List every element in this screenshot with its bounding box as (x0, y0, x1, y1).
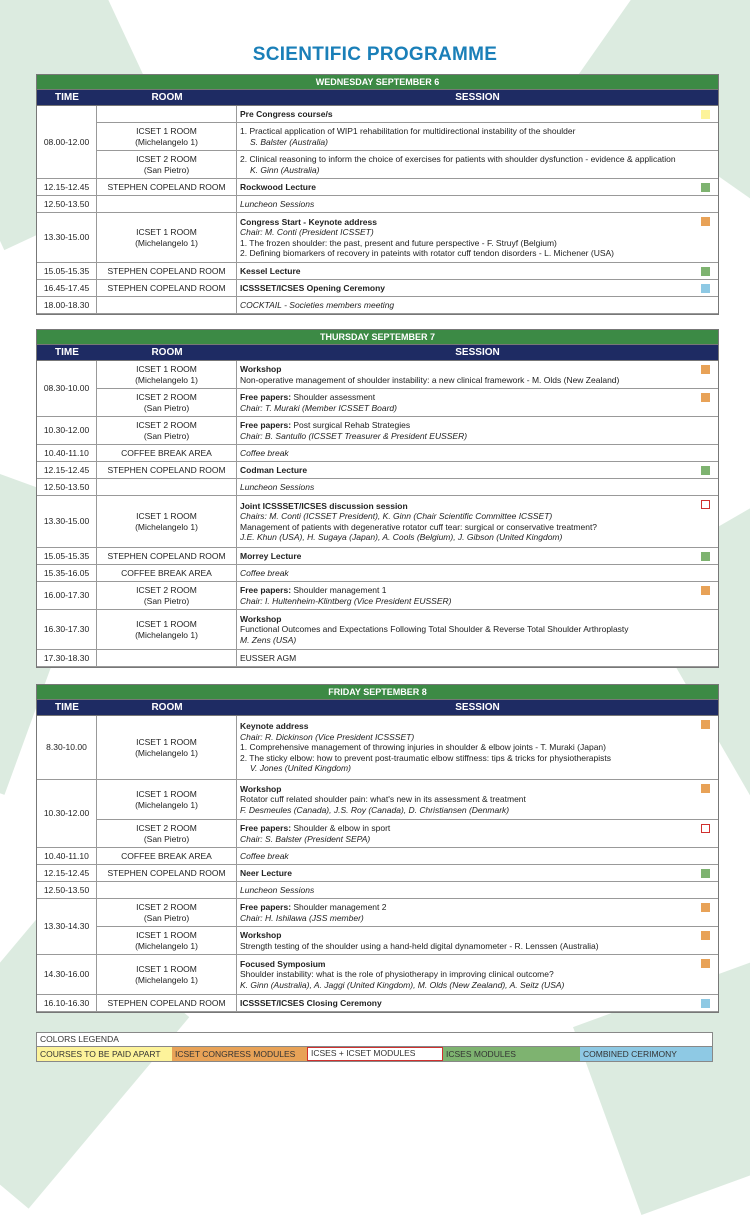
column-header-time: TIME (55, 92, 79, 103)
day-header: WEDNESDAY SEPTEMBER 6 (37, 75, 718, 90)
session-chair-or-speaker: Luncheon Sessions (240, 198, 315, 209)
session-cell (237, 927, 718, 955)
session-title: Congress Start - Keynote address (240, 216, 377, 227)
time-cell: 08.00-12.00 (37, 106, 97, 179)
session-cell (237, 106, 718, 123)
room-name: (San Pietro) (143, 833, 190, 844)
module-color-marker (701, 824, 710, 833)
session-cell (237, 780, 718, 820)
room-cell (97, 297, 237, 314)
session-title: Workshop (240, 930, 282, 940)
time-cell: 10.30-12.00 (37, 417, 97, 445)
column-header-session: SESSION (455, 347, 500, 358)
session-line: 2. The sticky elbow: how to prevent post-traumatic elbow stiffness: tips & tricks for physiotherapists (240, 752, 612, 763)
session-cell (237, 123, 718, 151)
session-cell (237, 865, 718, 882)
room-cell (97, 995, 237, 1012)
day-table (36, 684, 719, 1013)
column-header-session: SESSION (455, 92, 500, 103)
session-cell (237, 213, 718, 263)
column-header-row (37, 700, 718, 716)
column-header-session: SESSION (455, 702, 500, 713)
time-cell: 12.50-13.50 (37, 479, 97, 496)
time-cell: 15.05-15.35 (37, 263, 97, 280)
room-cell (97, 496, 237, 548)
legend-item: ICSET CONGRESS MODULES (172, 1047, 307, 1061)
session-title: Pre Congress course/s (240, 108, 333, 119)
room-cell (97, 417, 237, 445)
room-name: STEPHEN COPELAND ROOM (107, 464, 226, 475)
room-cell (97, 820, 237, 848)
session-line: Free papers: Shoulder & elbow in sport (240, 823, 391, 833)
session-line: Management of patients with degenerative rotator cuff tear: surgical or conservative treatment? (240, 521, 598, 532)
room-cell (97, 445, 237, 462)
room-name: (Michelangelo 1) (135, 237, 198, 248)
time-cell: 18.00-18.30 (37, 297, 97, 314)
session-cell (237, 899, 718, 927)
session-chair-or-speaker: Chair: I. Hultenheim-Klintberg (Vice President EUSSER) (240, 595, 452, 606)
legend-title: COLORS LEGENDA (37, 1033, 712, 1047)
room-name: ICSET 1 ROOM (136, 930, 197, 940)
room-cell (97, 361, 237, 389)
module-color-marker (701, 869, 710, 878)
session-line: Non-operative management of shoulder instability: a new clinical framework - M. Olds (New Zealand) (240, 374, 620, 385)
room-name: (San Pietro) (143, 164, 190, 175)
session-line: Free papers: Shoulder management 1 (240, 585, 387, 595)
session-cell (237, 955, 718, 995)
room-name: ICSET 1 ROOM (136, 619, 197, 629)
session-chair-or-speaker: K. Ginn (Australia) (250, 164, 320, 175)
column-header-row (37, 90, 718, 106)
room-name: STEPHEN COPELAND ROOM (107, 997, 226, 1008)
module-color-marker (701, 931, 710, 940)
module-color-marker (701, 110, 710, 119)
time-cell: 16.30-17.30 (37, 610, 97, 650)
room-name: ICSET 2 ROOM (136, 585, 197, 595)
room-cell (97, 955, 237, 995)
room-cell (97, 389, 237, 417)
room-cell (97, 780, 237, 820)
session-chair-or-speaker: Chair: S. Balster (President SEPA) (240, 833, 371, 844)
room-name: ICSET 2 ROOM (136, 154, 197, 164)
time-cell: 13.30-15.00 (37, 213, 97, 263)
column-header-row (37, 345, 718, 361)
session-chair-or-speaker: Chair: B. Santullo (ICSSET Treasurer & President EUSSER) (240, 430, 468, 441)
room-cell (97, 565, 237, 582)
time-cell: 14.30-16.00 (37, 955, 97, 995)
room-name: (Michelangelo 1) (135, 974, 198, 985)
room-name: STEPHEN COPELAND ROOM (107, 282, 226, 293)
day-header: THURSDAY SEPTEMBER 7 (37, 330, 718, 345)
session-title: Focused Symposium (240, 958, 326, 969)
session-line: 2. Clinical reasoning to inform the choice of exercises for patients with shoulder dysfunction - evidence & application (240, 154, 676, 164)
session-line: EUSSER AGM (240, 652, 297, 663)
day-table (36, 74, 719, 315)
session-chair-or-speaker: Luncheon Sessions (240, 884, 315, 895)
schedule-grid (37, 716, 718, 1012)
time-cell: 08.30-10.00 (37, 361, 97, 417)
session-title: Workshop (240, 613, 282, 624)
room-cell (97, 610, 237, 650)
column-header-time: TIME (55, 347, 79, 358)
session-cell (237, 582, 718, 610)
module-color-marker (701, 466, 710, 475)
column-header-room: ROOM (151, 702, 183, 713)
room-name: ICSET 2 ROOM (136, 420, 197, 430)
session-cell (237, 610, 718, 650)
module-color-marker (701, 500, 710, 509)
time-cell: 15.05-15.35 (37, 548, 97, 565)
schedule-grid (37, 106, 718, 314)
session-title: ICSSSET/ICSES Closing Ceremony (240, 997, 382, 1008)
room-cell (97, 848, 237, 865)
session-line: 2. Defining biomarkers of recovery in pateints with rotator cuff tendon disorders - L. Michener (USA) (240, 248, 615, 258)
session-chair-or-speaker: COCKTAIL - Societies members meeting (240, 299, 395, 310)
time-cell: 8.30-10.00 (37, 716, 97, 780)
room-cell (97, 213, 237, 263)
module-color-marker (701, 267, 710, 276)
room-cell (97, 716, 237, 780)
session-title: Codman Lecture (240, 464, 308, 475)
session-cell (237, 196, 718, 213)
time-cell: 17.30-18.30 (37, 650, 97, 667)
session-cell (237, 179, 718, 196)
session-cell (237, 496, 718, 548)
room-name: ICSET 1 ROOM (136, 737, 197, 747)
room-name: (Michelangelo 1) (135, 629, 198, 640)
room-name: ICSET 1 ROOM (136, 789, 197, 799)
room-name: STEPHEN COPELAND ROOM (107, 181, 226, 192)
session-chair-or-speaker: V. Jones (United Kingdom) (250, 763, 351, 774)
session-line: 1. Practical application of WIP1 rehabilitation for multidirectional instability of the shoulder (240, 126, 576, 136)
session-title: Morrey Lecture (240, 550, 302, 561)
schedule-grid (37, 361, 718, 667)
room-name: COFFEE BREAK AREA (121, 850, 212, 861)
room-cell (97, 899, 237, 927)
legend-item: ICSES MODULES (443, 1047, 580, 1061)
room-cell (97, 462, 237, 479)
time-cell: 12.50-13.50 (37, 882, 97, 899)
room-name: COFFEE BREAK AREA (121, 447, 212, 458)
session-line: Shoulder instability: what is the role of physiotherapy in improving clinical outcome? (240, 969, 554, 980)
session-chair-or-speaker: Chairs: M. Conti (ICSSET President), K. Ginn (Chair Scientific Committee ICSSET) (240, 511, 553, 521)
time-cell: 16.10-16.30 (37, 995, 97, 1012)
room-cell (97, 582, 237, 610)
time-cell: 16.45-17.45 (37, 280, 97, 297)
session-cell (237, 479, 718, 496)
room-cell (97, 280, 237, 297)
room-cell (97, 151, 237, 179)
module-color-marker (701, 784, 710, 793)
session-cell (237, 820, 718, 848)
room-name: (Michelangelo 1) (135, 374, 198, 385)
session-title: Workshop (240, 783, 282, 794)
session-title: Keynote address (240, 721, 309, 732)
room-name: ICSET 2 ROOM (136, 823, 197, 833)
module-color-marker (701, 959, 710, 968)
time-cell: 13.30-14.30 (37, 899, 97, 955)
module-color-marker (701, 586, 710, 595)
room-name: (Michelangelo 1) (135, 747, 198, 758)
page-title: SCIENTIFIC PROGRAMME (252, 44, 498, 65)
legend-item: ICSES + ICSET MODULES (307, 1047, 443, 1061)
session-chair-or-speaker: Coffee break (240, 447, 289, 458)
legend-item: COURSES TO BE PAID APART (37, 1047, 172, 1061)
session-chair-or-speaker: J.E. Khun (USA), H. Sugaya (Japan), A. Cools (Belgium), J. Gibson (United Kingdom) (240, 532, 563, 542)
room-name: ICSET 2 ROOM (136, 902, 197, 912)
module-color-marker (701, 365, 710, 374)
room-name: STEPHEN COPELAND ROOM (107, 550, 226, 561)
session-line: Strength testing of the shoulder using a hand-held digital dynamometer - R. Lenssen (Australia) (240, 940, 599, 951)
room-cell (97, 106, 237, 123)
room-name: ICSET 1 ROOM (136, 511, 197, 521)
session-line: Rotator cuff related shoulder pain: what's new in its assessment & treatment (240, 794, 526, 805)
room-name: (Michelangelo 1) (135, 799, 198, 810)
session-cell (237, 548, 718, 565)
session-chair-or-speaker: Coffee break (240, 567, 289, 578)
room-name: STEPHEN COPELAND ROOM (107, 867, 226, 878)
room-cell (97, 865, 237, 882)
room-name: (San Pietro) (143, 595, 190, 606)
time-cell: 12.15-12.45 (37, 865, 97, 882)
room-name: ICSET 1 ROOM (136, 227, 197, 237)
room-name: (Michelangelo 1) (135, 940, 198, 951)
session-cell (237, 263, 718, 280)
session-title: Workshop (240, 364, 282, 374)
session-cell (237, 462, 718, 479)
module-color-marker (701, 393, 710, 402)
room-cell (97, 882, 237, 899)
session-cell (237, 445, 718, 462)
room-name: COFFEE BREAK AREA (121, 567, 212, 578)
session-line: Free papers: Shoulder assessment (240, 392, 376, 402)
session-chair-or-speaker: F. Desmeules (Canada), J.S. Roy (Canada), D. Christiansen (Denmark) (240, 804, 510, 815)
session-cell (237, 848, 718, 865)
session-cell (237, 280, 718, 297)
room-name: ICSET 1 ROOM (136, 964, 197, 974)
time-cell: 10.40-11.10 (37, 848, 97, 865)
room-name: (San Pietro) (143, 430, 190, 441)
module-color-marker (701, 183, 710, 192)
room-name: (San Pietro) (143, 402, 190, 413)
session-chair-or-speaker: K. Ginn (Australia), A. Jaggi (United Kingdom), M. Olds (New Zealand), A. Seitz (USA) (240, 979, 565, 990)
session-chair-or-speaker: S. Balster (Australia) (250, 136, 328, 147)
session-chair-or-speaker: Chair: R. Dickinson (Vice President ICSSSET) (240, 731, 415, 742)
room-name: (Michelangelo 1) (135, 136, 198, 147)
session-line: 1. The frozen shoulder: the past, present and future perspective - F. Struyf (Belgium) (240, 237, 557, 248)
session-cell (237, 565, 718, 582)
session-chair-or-speaker: Coffee break (240, 850, 289, 861)
room-name: ICSET 1 ROOM (136, 364, 197, 374)
day-header: FRIDAY SEPTEMBER 8 (37, 685, 718, 700)
column-header-time: TIME (55, 702, 79, 713)
session-cell (237, 417, 718, 445)
day-table (36, 329, 719, 668)
session-cell (237, 995, 718, 1012)
module-color-marker (701, 999, 710, 1008)
legend-row (37, 1047, 712, 1061)
room-name: ICSET 2 ROOM (136, 392, 197, 402)
session-cell (237, 297, 718, 314)
room-cell (97, 548, 237, 565)
session-line: 1. Comprehensive management of throwing injuries in shoulder & elbow joints - T. Muraki (Japan) (240, 742, 606, 753)
time-cell: 10.30-12.00 (37, 780, 97, 848)
legend-item: COMBINED CERIMONY (580, 1047, 712, 1061)
time-cell: 12.15-12.45 (37, 179, 97, 196)
room-name: (Michelangelo 1) (135, 521, 198, 532)
session-title: Joint ICSSSET/ICSES discussion session (240, 500, 408, 511)
session-cell (237, 151, 718, 179)
time-cell: 12.50-13.50 (37, 196, 97, 213)
module-color-marker (701, 903, 710, 912)
session-title: Neer Lecture (240, 867, 292, 878)
session-chair-or-speaker: Chair: T. Muraki (Member ICSSET Board) (240, 402, 397, 413)
session-title: Kessel Lecture (240, 265, 301, 276)
session-chair-or-speaker: Chair: H. Ishilawa (JSS member) (240, 912, 364, 923)
time-cell: 15.35-16.05 (37, 565, 97, 582)
room-cell (97, 479, 237, 496)
session-chair-or-speaker: M. Zens (USA) (240, 634, 297, 645)
room-name: STEPHEN COPELAND ROOM (107, 265, 226, 276)
module-color-marker (701, 217, 710, 226)
session-line: Free papers: Post surgical Rehab Strategies (240, 420, 411, 430)
time-cell: 12.15-12.45 (37, 462, 97, 479)
session-cell (237, 716, 718, 780)
session-line: Functional Outcomes and Expectations Following Total Shoulder & Reverse Total Shoulder Arthroplasty (240, 624, 629, 635)
session-cell (237, 882, 718, 899)
room-name: (San Pietro) (143, 912, 190, 923)
colors-legend (36, 1032, 713, 1062)
room-cell (97, 123, 237, 151)
room-cell (97, 263, 237, 280)
time-cell: 13.30-15.00 (37, 496, 97, 548)
column-header-room: ROOM (151, 347, 183, 358)
session-title: ICSSSET/ICSES Opening Ceremony (240, 282, 386, 293)
session-line: Free papers: Shoulder management 2 (240, 902, 387, 912)
time-cell: 16.00-17.30 (37, 582, 97, 610)
time-cell: 10.40-11.10 (37, 445, 97, 462)
session-chair-or-speaker: Chair: M. Conti (President ICSSET) (240, 227, 374, 237)
session-cell (237, 389, 718, 417)
room-cell (97, 927, 237, 955)
module-color-marker (701, 720, 710, 729)
session-chair-or-speaker: Luncheon Sessions (240, 481, 315, 492)
session-cell (237, 361, 718, 389)
module-color-marker (701, 552, 710, 561)
room-name: ICSET 1 ROOM (136, 126, 197, 136)
session-title: Rockwood Lecture (240, 181, 317, 192)
room-cell (97, 179, 237, 196)
session-cell (237, 650, 718, 667)
room-cell (97, 196, 237, 213)
module-color-marker (701, 284, 710, 293)
column-header-room: ROOM (151, 92, 183, 103)
room-cell (97, 650, 237, 667)
